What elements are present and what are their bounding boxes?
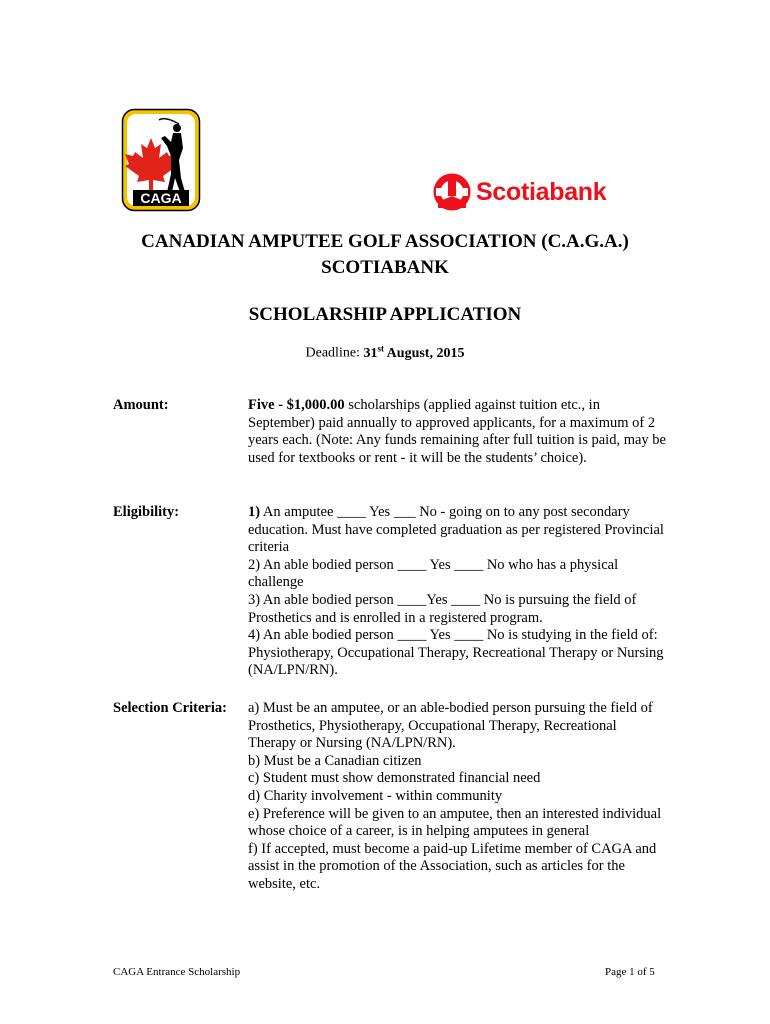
footer-left: CAGA Entrance Scholarship — [113, 966, 241, 978]
selection-list — [248, 700, 668, 894]
eligibility-item-1: 1) An amputee ____ Yes ___ No - going on to any post secondary education. Must have completed graduation as per registered Provincial criteria — [248, 504, 664, 556]
deadline-label: Deadline: — [305, 345, 360, 361]
amount-text: Five - $1,000.00 scholarships (applied against tuition etc., in September) paid annually to approved applicants, for a maximum of 2 years each. (Note: Any funds remaining after full tuition is paid, may be used for textbooks or rent - it will be the students’ choice). — [248, 397, 666, 466]
eligibility-item-2: 2) An able bodied person ____ Yes ____ No who has a physical challenge — [248, 556, 619, 591]
eligibility-label: Eligibility: — [113, 504, 180, 520]
caga-logo-text: CAGA — [140, 190, 182, 206]
caga-logo — [121, 108, 201, 212]
selection-item-c: c) Student must show demonstrated financial need — [248, 770, 541, 787]
scotiabank-logo — [430, 172, 635, 216]
deadline-date: 31st August, 2015 — [363, 343, 465, 361]
scotiabank-s-icon — [430, 172, 474, 216]
selection-item-b: b) Must be a Canadian citizen — [248, 752, 422, 769]
eligibility-item-3: 3) An able bodied person ____Yes ____ No is pursuing the field of Prosthetics and is enrolled in a registered program. — [248, 591, 637, 626]
selection-label: Selection Criteria: — [113, 700, 227, 716]
footer-page-number: Page 1 of 5 — [605, 966, 655, 978]
selection-item-e: e) Preference will be given to an amputee, then an interested individual whose choice of a career, is in helping amputees in general — [248, 805, 662, 840]
eligibility-list — [248, 504, 668, 680]
selection-item-d: d) Charity involvement - within community — [248, 787, 503, 804]
title-line-2: SCOTIABANK — [321, 257, 449, 278]
eligibility-item-4: 4) An able bodied person ____ Yes ____ No is studying in the field of: Physiotherapy, Occupational Therapy, Recreational Therapy or Nursing (NA/LPN/RN). — [248, 627, 664, 679]
subtitle: SCHOLARSHIP APPLICATION — [248, 304, 522, 325]
selection-item-a: a) Must be an amputee, or an able-bodied person pursuing the field of Prosthetics, Physiotherapy, Occupational Therapy, Recreational Therapy or Nursing (NA/LPN/RN). — [248, 700, 653, 752]
title-line-1: CANADIAN AMPUTEE GOLF ASSOCIATION (C.A.G.A.) — [141, 231, 629, 252]
scotiabank-wordmark: Scotiabank — [476, 178, 607, 206]
selection-item-f: f) If accepted, must become a paid-up Lifetime member of CAGA and assist in the promotion of the Association, such as articles for the website, etc. — [248, 840, 657, 892]
deadline — [0, 343, 770, 362]
amount-label: Amount: — [113, 397, 169, 413]
